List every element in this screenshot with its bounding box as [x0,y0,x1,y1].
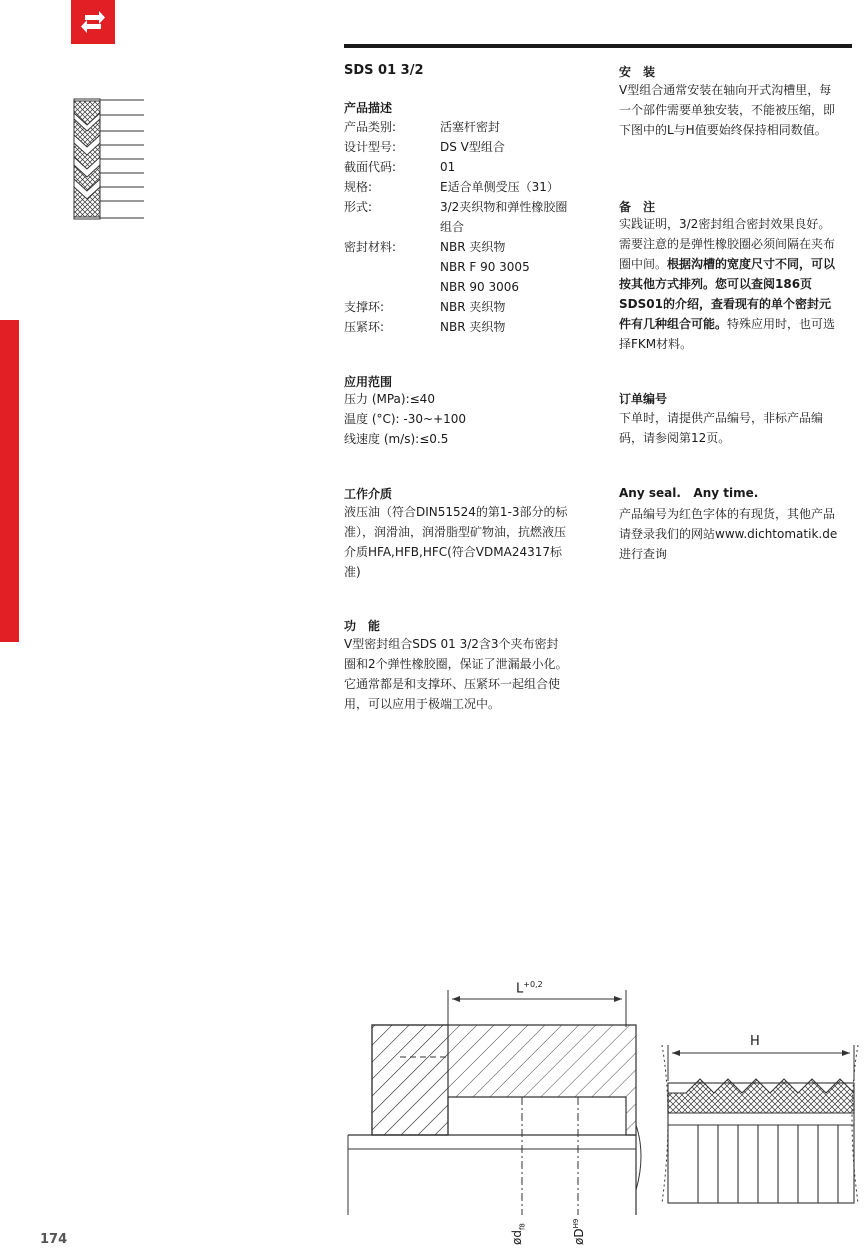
dim-D-label: $øD^{H9}$ [572,1218,586,1245]
function-heading: 功 能 [344,619,381,633]
seal-profile-thumbnail [70,97,148,223]
range-heading: 应用范围 [344,375,393,389]
tagline-text: 产品编号为红色字体的有现货，其他产品请登录我们的网站www.dichtomatik.de进行查询 [619,507,838,561]
dim-d-label: $ød_{f8}$ [510,1223,527,1245]
range-pressure: 压力 (MPa):≤40 [344,392,435,406]
header-rule [344,44,852,48]
section-tab [0,320,19,642]
page-number: 174 [40,1232,68,1247]
range-speed: 线速度 (m/s):≤0.5 [344,432,449,446]
product-model: SDS 01 3/2 [344,63,424,78]
install-text: V型组合通常安装在轴向开式沟槽里，每一个部件需要单独安装，不能被压缩，即下图中的L与H值要始终保持相同数值。 [619,83,836,137]
brand-logo [71,0,115,44]
groove-drawing [340,975,866,1250]
range-temperature: 温度 (°C): -30~+100 [344,412,467,426]
dim-L-label: $L^{+0,2}$ [516,980,543,997]
dim-H-label: H [750,1034,760,1049]
product-desc-heading: 产品描述 [344,101,393,115]
arrows-icon [71,0,115,44]
order-heading: 订单编号 [619,392,668,406]
remarks-heading: 备 注 [619,200,656,214]
order-text: 下单时，请提供产品编号，非标产品编码，请参阅第12页。 [619,411,824,445]
media-heading: 工作介质 [344,487,393,501]
function-text: V型密封组合SDS 01 3/2含3个夹布密封圈和2个弹性橡胶圈，保证了泄漏最小化。它通常都是和支撑环、压紧环一起组合使用，可以应用于极端工况中。 [344,637,568,711]
media-text: 液压油（符合DIN51524的第1-3部分的标准），润滑油，润滑脂型矿物油，抗燃液压介质HFA,HFB,HFC(符合VDMA24317标准) [344,505,568,579]
tagline-heading: Any seal. Any time. [619,486,759,500]
install-heading: 安 装 [619,65,656,79]
remarks-text: 实践证明，3/2密封组合密封效果良好。需要注意的是弹性橡胶圈必须间隔在夹布圈中间。根据沟槽的宽度尺寸不同，可以按其他方式排列。您可以查阅186页SDS01的介绍，查看现有的单个密封元件有几种组合可能。特殊应用时，也可选择FKM材料。 [619,217,836,351]
